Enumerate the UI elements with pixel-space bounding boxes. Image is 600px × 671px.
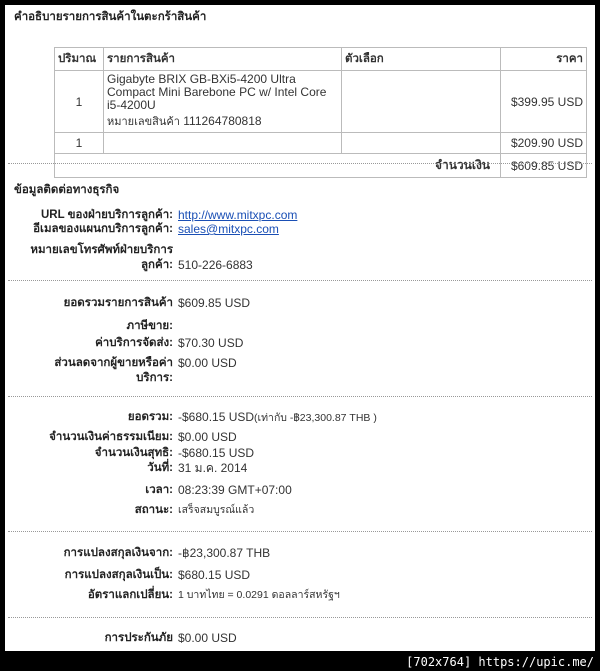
row-price: $399.95 USD <box>501 71 587 133</box>
rate-label: อัตราแลกเปลี่ยน: <box>87 589 173 601</box>
table-row <box>55 133 587 154</box>
net-label: จำนวนเงินสุทธิ: <box>94 447 173 459</box>
contact-title: ข้อมูลติดต่อทางธุรกิจ <box>14 184 120 196</box>
watermark: [702x764] https://upic.me/ <box>406 655 594 669</box>
sku-label: หมายเลขสินค้า <box>107 116 180 128</box>
header-options: ตัวเลือก <box>342 48 501 71</box>
net-value: -$680.15 USD <box>178 446 255 460</box>
row-item <box>104 133 342 154</box>
email-link[interactable]: sales@mitxpc.com <box>178 222 279 236</box>
cart-table <box>54 47 587 178</box>
fee-label: จำนวนเงินค่าธรรมเนียม: <box>49 431 173 443</box>
total-label: ยอดรวม: <box>127 411 173 423</box>
total-value: $609.85 USD <box>501 154 587 178</box>
conversion-to-value: $680.15 USD <box>178 568 251 582</box>
subtotal-value: $609.85 USD <box>178 296 251 310</box>
conversion-from-value: -฿23,300.87 THB <box>178 546 271 560</box>
row-qty: 1 <box>55 71 104 133</box>
row-item <box>104 71 342 133</box>
divider <box>8 531 592 532</box>
insurance-label: การประกันภัย <box>104 632 173 644</box>
date-label: วันที่: <box>147 462 173 474</box>
insurance-value: $0.00 USD <box>178 631 237 645</box>
row-price: $209.90 USD <box>501 133 587 154</box>
divider <box>8 617 592 618</box>
divider <box>8 163 592 164</box>
row-qty: 1 <box>55 133 104 154</box>
sku-number: 111264780818 <box>183 114 262 128</box>
discount-value: $0.00 USD <box>178 356 237 370</box>
row-options <box>342 71 501 133</box>
time-label: เวลา: <box>145 484 173 496</box>
status-label: สถานะ: <box>134 504 173 516</box>
fee-value: $0.00 USD <box>178 430 237 444</box>
time-value: 08:23:39 GMT+07:00 <box>178 483 292 497</box>
shipping-label: ค่าบริการจัดส่ง: <box>95 337 173 349</box>
table-row <box>55 71 587 133</box>
row-options <box>342 133 501 154</box>
email-label: อีเมลของแผนกบริการลูกค้า: <box>33 223 173 235</box>
transaction-details <box>5 5 595 651</box>
rate-value: 1 บาทไทย = 0.0291 ดอลลาร์สหรัฐฯ <box>178 589 340 601</box>
phone-label: หมายเลขโทรศัพท์ฝ่ายบริการลูกค้า: <box>30 244 173 271</box>
shipping-value: $70.30 USD <box>178 336 244 350</box>
header-qty: ปริมาณ <box>55 48 104 71</box>
total-equivalent: (เท่ากับ -฿23,300.87 THB ) <box>254 412 377 424</box>
discount-label: ส่วนลดจากผู้ขายหรือค่าบริการ: <box>54 357 173 384</box>
url-link[interactable]: http://www.mitxpc.com <box>178 208 298 222</box>
total-label: จำนวนเงิน <box>55 154 501 178</box>
phone-value: 510-226-6883 <box>178 258 253 272</box>
cart-title: คำอธิบายรายการสินค้าในตะกร้าสินค้า <box>14 11 207 23</box>
status-value: เสร็จสมบูรณ์แล้ว <box>178 504 255 516</box>
header-item: รายการสินค้า <box>104 48 342 71</box>
header-price: ราคา <box>501 48 587 71</box>
total-value: -$680.15 USD <box>178 410 255 424</box>
divider <box>8 396 592 397</box>
table-header <box>55 48 587 71</box>
conversion-from-label: การแปลงสกุลเงินจาก: <box>63 547 173 559</box>
conversion-to-label: การแปลงสกุลเงินเป็น: <box>64 569 173 581</box>
divider <box>8 280 592 281</box>
total-row <box>55 154 587 178</box>
url-label: URL ของฝ่ายบริการลูกค้า: <box>40 209 173 221</box>
subtotal-label: ยอดรวมรายการสินค้า <box>63 297 173 309</box>
item-name: Gigabyte BRIX GB-BXi5-4200 Ultra Compact Mini Barebone PC w/ Intel Core i5-4200U <box>107 72 327 112</box>
tax-label: ภาษีขาย: <box>126 320 173 332</box>
date-value: 31 ม.ค. 2014 <box>178 461 248 475</box>
